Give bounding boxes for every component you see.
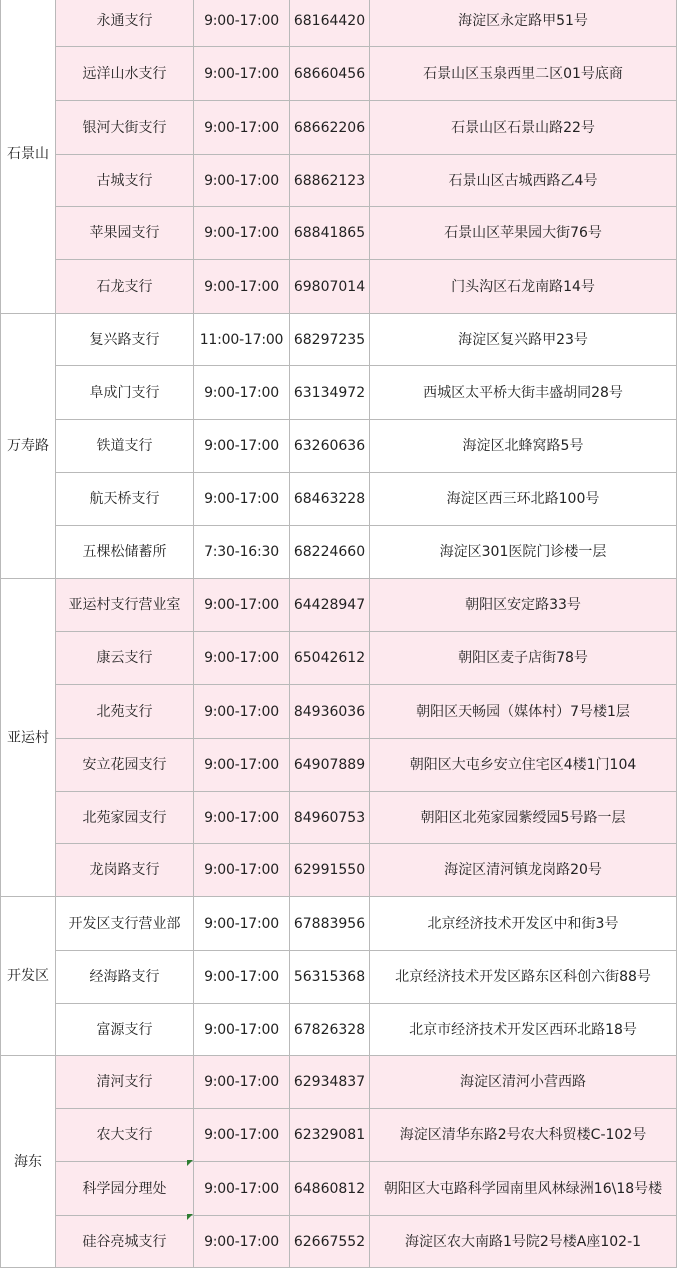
branch-name-cell: 铁道支行 (56, 420, 194, 473)
phone-cell: 67883956 (290, 897, 370, 951)
address-cell: 朝阳区大屯路科学园南里风林绿洲16\18号楼 (370, 1162, 677, 1216)
phone-cell: 64907889 (290, 739, 370, 792)
address-cell: 海淀区清河镇龙岗路20号 (370, 844, 677, 897)
table-row (1, 314, 677, 366)
phone-cell: 68841865 (290, 207, 370, 260)
table-row (1, 155, 677, 207)
branch-name-cell: 航天桥支行 (56, 473, 194, 526)
hours-cell: 9:00-17:00 (194, 1109, 290, 1162)
table-row (1, 685, 677, 739)
table-row (1, 0, 677, 47)
table-row (1, 207, 677, 260)
hours-cell: 9:00-17:00 (194, 473, 290, 526)
hours-cell: 9:00-17:00 (194, 685, 290, 739)
branch-name-cell: 开发区支行营业部 (56, 897, 194, 951)
phone-cell: 65042612 (290, 632, 370, 685)
branch-name-cell: 清河支行 (56, 1056, 194, 1109)
hours-cell: 9:00-17:00 (194, 260, 290, 314)
address-cell: 海淀区清河小营西路 (370, 1056, 677, 1109)
address-cell: 石景山区苹果园大街76号 (370, 207, 677, 260)
table-row (1, 473, 677, 526)
phone-cell: 68463228 (290, 473, 370, 526)
branch-name-cell: 农大支行 (56, 1109, 194, 1162)
branch-name-cell: 安立花园支行 (56, 739, 194, 792)
phone-cell: 68660456 (290, 47, 370, 101)
phone-cell: 68224660 (290, 526, 370, 579)
address-cell: 海淀区301医院门诊楼一层 (370, 526, 677, 579)
cell-comment-marker (187, 1160, 193, 1166)
district-cell: 石景山 (1, 0, 56, 314)
phone-cell: 84936036 (290, 685, 370, 739)
address-cell: 海淀区西三环北路100号 (370, 473, 677, 526)
table-row (1, 632, 677, 685)
hours-cell: 9:00-17:00 (194, 1162, 290, 1216)
phone-cell: 68164420 (290, 0, 370, 47)
address-cell: 北京经济技术开发区中和街3号 (370, 897, 677, 951)
hours-cell: 9:00-17:00 (194, 155, 290, 207)
address-cell: 石景山区石景山路22号 (370, 101, 677, 155)
phone-cell: 62329081 (290, 1109, 370, 1162)
phone-cell: 68297235 (290, 314, 370, 366)
table-row (1, 420, 677, 473)
address-cell: 朝阳区安定路33号 (370, 579, 677, 632)
table-row (1, 1056, 677, 1109)
address-cell: 海淀区清华东路2号农大科贸楼C-102号 (370, 1109, 677, 1162)
table-row (1, 579, 677, 632)
phone-cell: 68662206 (290, 101, 370, 155)
table-row (1, 526, 677, 579)
phone-cell: 63134972 (290, 366, 370, 420)
address-cell: 门头沟区石龙南路14号 (370, 260, 677, 314)
address-cell: 海淀区永定路甲51号 (370, 0, 677, 47)
table-row (1, 1004, 677, 1056)
phone-cell: 64860812 (290, 1162, 370, 1216)
branch-name-cell: 阜成门支行 (56, 366, 194, 420)
table-row (1, 792, 677, 844)
branch-name-cell: 银河大街支行 (56, 101, 194, 155)
branch-name-cell: 永通支行 (56, 0, 194, 47)
phone-cell: 84960753 (290, 792, 370, 844)
hours-cell: 9:00-17:00 (194, 1216, 290, 1268)
district-cell: 海东 (1, 1056, 56, 1268)
hours-cell: 9:00-17:00 (194, 47, 290, 101)
address-cell: 海淀区农大南路1号院2号楼A座102-1 (370, 1216, 677, 1268)
branch-name-cell: 复兴路支行 (56, 314, 194, 366)
branch-name-cell: 北苑支行 (56, 685, 194, 739)
address-cell: 海淀区复兴路甲23号 (370, 314, 677, 366)
table-row (1, 366, 677, 420)
address-cell: 石景山区玉泉西里二区01号底商 (370, 47, 677, 101)
district-cell: 开发区 (1, 897, 56, 1056)
hours-cell: 11:00-17:00 (194, 314, 290, 366)
phone-cell: 56315368 (290, 951, 370, 1004)
cell-comment-marker (187, 1214, 193, 1220)
branch-name-cell: 五棵松储蓄所 (56, 526, 194, 579)
district-cell: 亚运村 (1, 579, 56, 897)
address-cell: 石景山区古城西路乙4号 (370, 155, 677, 207)
branch-name-cell: 龙岗路支行 (56, 844, 194, 897)
table-row (1, 260, 677, 314)
table-row (1, 844, 677, 897)
hours-cell: 9:00-17:00 (194, 1004, 290, 1056)
table-row (1, 951, 677, 1004)
hours-cell: 9:00-17:00 (194, 101, 290, 155)
table-row (1, 47, 677, 101)
hours-cell: 9:00-17:00 (194, 897, 290, 951)
phone-cell: 68862123 (290, 155, 370, 207)
branch-name-cell: 石龙支行 (56, 260, 194, 314)
address-cell: 朝阳区大屯乡安立住宅区4楼1门104 (370, 739, 677, 792)
branch-name-cell: 富源支行 (56, 1004, 194, 1056)
hours-cell: 9:00-17:00 (194, 844, 290, 897)
district-cell: 万寿路 (1, 314, 56, 579)
address-cell: 北京市经济技术开发区西环北路18号 (370, 1004, 677, 1056)
branch-name-cell: 硅谷亮城支行 (56, 1216, 194, 1268)
table-row (1, 1109, 677, 1162)
table-row (1, 1216, 677, 1268)
branch-name-cell: 北苑家园支行 (56, 792, 194, 844)
hours-cell: 9:00-17:00 (194, 739, 290, 792)
branch-name-cell: 苹果园支行 (56, 207, 194, 260)
phone-cell: 62667552 (290, 1216, 370, 1268)
address-cell: 北京经济技术开发区路东区科创六街88号 (370, 951, 677, 1004)
address-cell: 朝阳区北苑家园紫绶园5号路一层 (370, 792, 677, 844)
branch-name-cell: 亚运村支行营业室 (56, 579, 194, 632)
phone-cell: 63260636 (290, 420, 370, 473)
hours-cell: 9:00-17:00 (194, 579, 290, 632)
hours-cell: 9:00-17:00 (194, 1056, 290, 1109)
hours-cell: 9:00-17:00 (194, 632, 290, 685)
branch-name-cell: 康云支行 (56, 632, 194, 685)
branch-name-cell: 远洋山水支行 (56, 47, 194, 101)
address-cell: 朝阳区天畅园（媒体村）7号楼1层 (370, 685, 677, 739)
hours-cell: 9:00-17:00 (194, 207, 290, 260)
phone-cell: 62991550 (290, 844, 370, 897)
branch-name-cell: 经海路支行 (56, 951, 194, 1004)
hours-cell: 9:00-17:00 (194, 366, 290, 420)
branch-name-cell: 古城支行 (56, 155, 194, 207)
address-cell: 海淀区北蜂窝路5号 (370, 420, 677, 473)
table-row (1, 1162, 677, 1216)
table-row (1, 897, 677, 951)
phone-cell: 64428947 (290, 579, 370, 632)
branch-name-cell: 科学园分理处 (56, 1162, 194, 1216)
hours-cell: 9:00-17:00 (194, 792, 290, 844)
address-cell: 朝阳区麦子店街78号 (370, 632, 677, 685)
hours-cell: 9:00-17:00 (194, 951, 290, 1004)
table-row (1, 739, 677, 792)
hours-cell: 7:30-16:30 (194, 526, 290, 579)
phone-cell: 62934837 (290, 1056, 370, 1109)
hours-cell: 9:00-17:00 (194, 0, 290, 47)
table-row (1, 101, 677, 155)
hours-cell: 9:00-17:00 (194, 420, 290, 473)
phone-cell: 69807014 (290, 260, 370, 314)
phone-cell: 67826328 (290, 1004, 370, 1056)
address-cell: 西城区太平桥大街丰盛胡同28号 (370, 366, 677, 420)
